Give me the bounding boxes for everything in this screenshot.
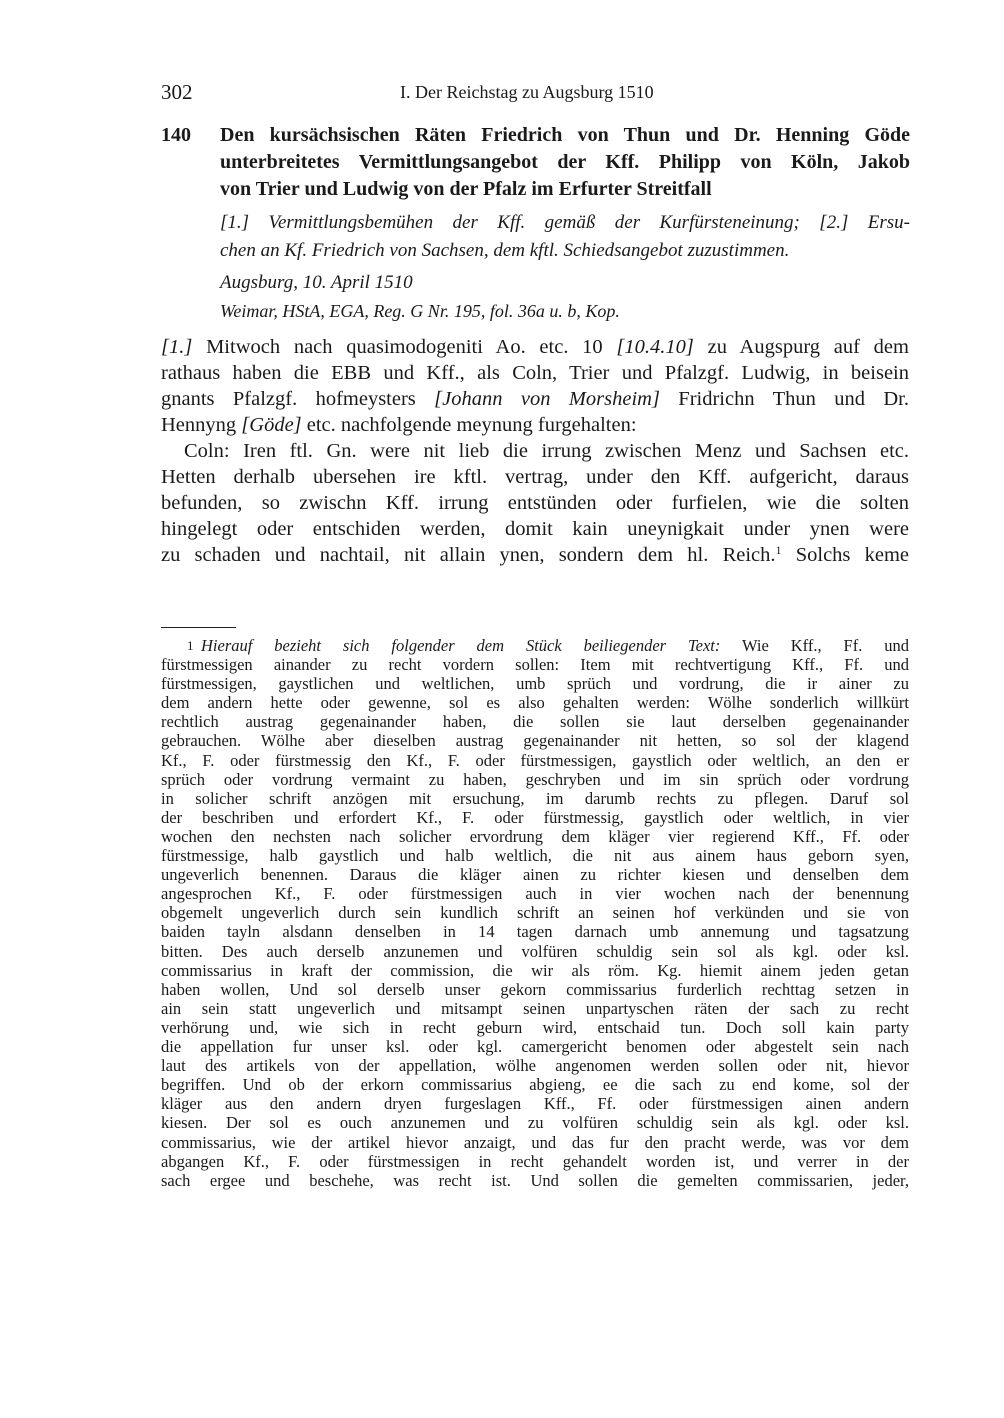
body-line: [161, 414, 909, 437]
document-title-line: unterbreitetes Vermittlungsangebot der Kff. Philipp von Köln, Jakob: [220, 151, 910, 173]
footnote-line: haben wollen, Und sol derselb unser gekorn commissarius furderlich rechttag setzen in: [161, 979, 909, 999]
body-line: rathaus haben die EBB und Kff., als Coln, Trier und Pfalzgf. Ludwig, in beisein: [161, 362, 909, 384]
page-number: 302: [161, 80, 193, 104]
place-date: Augsburg, 10. April 1510: [220, 272, 413, 293]
footnote-line: [161, 637, 909, 655]
footnote-line: wochen den nechsten nach solicher ervordrung dem kläger vier regierend Kff., Ff. oder: [161, 826, 909, 846]
footnote-line: der beschriben und erfordert Kf., F. oder fürstmessig, gaystlich oder weltlich, in vier: [161, 807, 909, 827]
body-line: Coln: Iren ftl. Gn. were nit lieb die irrung zwischen Menz und Sachsen etc.: [184, 440, 909, 462]
footnote-line: sprüch oder vordrung vermaint zu haben, geschryben und im sin sprüch oder vordrung: [161, 769, 909, 789]
section-marker: [1.]: [161, 336, 193, 358]
editorial-date: [10.4.10]: [616, 336, 694, 358]
footnote-line: sach ergee und beschehe, was recht ist. Und sollen die gemelten commissarien, jeder,: [161, 1170, 909, 1190]
footnote-line: angesprochen Kf., F. oder fürstmessigen auch in vier wochen nach der benennung: [161, 884, 909, 904]
body-text: etc. nachfolgende meynung furgehalten:: [301, 414, 637, 436]
body-line: [161, 388, 909, 411]
source-reference: Weimar, HStA, EGA, Reg. G Nr. 195, fol. 36a u. b, Kop.: [220, 301, 620, 321]
body-line: hingelegt oder entschiden werden, domit kain uneynigkait under ynen were: [161, 518, 909, 540]
footnote-intro: Hierauf bezieht sich folgender dem Stück beiliegender Text:: [201, 636, 721, 655]
footnote-line: commissarius, wie der artikel hievor anzaigt, und das fur den pracht werde, was vor dem: [161, 1132, 909, 1152]
footnote-line: die appellation fur unser ksl. oder kgl. camergericht benomen oder abgestelt sein nach: [161, 1037, 909, 1056]
footnote-line: begriffen. Und ob der erkorn commissarius abgieng, ee die sach zu end kome, sol der: [161, 1075, 909, 1095]
footnote-line: bitten. Des auch derselb anzunemen und volfüren schuldig sein sol als kgl. oder ksl.: [161, 941, 909, 961]
footnote-line: ain sein statt ungeverlich und mitsampt seinen unpartyschen räten der sach zu recht: [161, 998, 909, 1018]
document-number: 140: [161, 124, 191, 146]
footnote-line: ungeverlich benennen. Daraus die kläger ainen zu richter kiesen und denselben dem: [161, 865, 909, 885]
body-text: zu schaden und nachtail, nit allain ynen, sondern dem hl. Reich.: [161, 544, 776, 566]
document-title-line: Den kursächsischen Räten Friedrich von Thun und Dr. Henning Göde: [220, 124, 910, 146]
footnote-line: gebrauchen. Wölhe aber dieselben austrag gegenainander nit hetten, so sol der klagend: [161, 731, 909, 751]
footnote-line: commissarius in kraft der commission, die wir als röm. Kg. hiemit ainem jeden getan: [161, 960, 909, 980]
body-line: Hetten derhalb ubersehen ire kftl. vertrag, under den Kff. aufgericht, daraus: [161, 466, 909, 488]
running-title: I. Der Reichstag zu Augsburg 1510: [400, 82, 654, 102]
footnote-line: kläger aus den andern dryen furgeslagen Kff., Ff. oder fürstmessigen ainen andern: [161, 1094, 909, 1114]
footnote-line: fürstmessigen, gaystlichen und weltlichen, umb sprüch und vordrung, die ir ainer zu: [161, 674, 909, 694]
footnote-line: fürstmessigen ainander zu recht vordern sollen: Item mit rechtvertigung Kff., Ff. und: [161, 655, 909, 674]
body-line: [161, 336, 909, 359]
regest-line: [1.] Vermittlungsbemühen der Kff. gemäß der Kurfürsteneinung; [2.] Ersu-: [220, 212, 910, 233]
footnote-line: baiden tayln alsdann denselben in 14 tagen darnach umb annemung und tagsatzung: [161, 922, 909, 942]
body-text: Mitwoch nach quasimodogeniti Ao. etc. 10: [192, 336, 617, 358]
footnote-line: abgangen Kf., F. oder fürstmessigen in recht gehandelt worden ist, und verrer in der: [161, 1151, 909, 1171]
footnote-reference[interactable]: 1: [775, 543, 782, 557]
footnote-rule: [161, 627, 236, 628]
footnote-line: rechtlich austrag gegenainander haben, die sollen sie laut derselben gegenainander: [161, 712, 909, 732]
body-line: befunden, so zwischn Kff. irrung entstünden oder furfielen, wie die solten: [161, 492, 909, 514]
footnote-line: obgemelt ungeverlich durch sein kundlich schrift an seinen hof verkünden und sie von: [161, 903, 909, 923]
footnote-line: dem andern hette oder gewenne, sol es also gehalten werden: Wölhe sonderlich willkürt: [161, 693, 909, 713]
footnote-line: in solicher schrift anzögen mit ersuchung, im darumb rechts zu pflegen. Daruf sol: [161, 788, 909, 808]
body-text: Fridrichn Thun und Dr.: [659, 388, 909, 410]
editorial-note: [Johann von Morsheim]: [434, 388, 660, 410]
body-line: [161, 544, 909, 567]
footnote-text: Wie Kff., Ff. und: [720, 636, 909, 655]
editorial-note: [Göde]: [241, 414, 302, 436]
footnote-marker: 1: [187, 638, 194, 653]
regest-line: chen an Kf. Friedrich von Sachsen, dem kftl. Schiedsangebot zuzustimmen.: [220, 240, 790, 261]
footnote-line: verhörung und, wie sich in recht geburn wird, entschaid tun. Doch soll kain party: [161, 1017, 909, 1037]
footnote-line: fürstmessige, halb gaystlich und halb weltlich, die nit aus ainem haus geborn syen,: [161, 846, 909, 865]
body-text: zu Augspurg auf dem: [693, 336, 909, 358]
footnote-line: Kf., F. oder fürstmessig den Kf., F. oder fürstmessigen, gaystlich oder weltlich, an den er: [161, 750, 909, 770]
body-text: gnants Pfalzgf. hofmeysters: [161, 388, 435, 410]
footnote-line: kiesen. Der sol es ouch anzunemen und zu volfüren schuldig sein als kgl. oder ksl.: [161, 1113, 909, 1133]
document-title-line: von Trier und Ludwig von der Pfalz im Erfurter Streitfall: [220, 178, 712, 200]
body-text: Solchs keme: [781, 544, 909, 566]
body-text: Hennyng: [161, 414, 242, 436]
footnote-line: laut des artikels von der appellation, wölhe angenomen werden sollen oder nit, hievor: [161, 1056, 909, 1076]
